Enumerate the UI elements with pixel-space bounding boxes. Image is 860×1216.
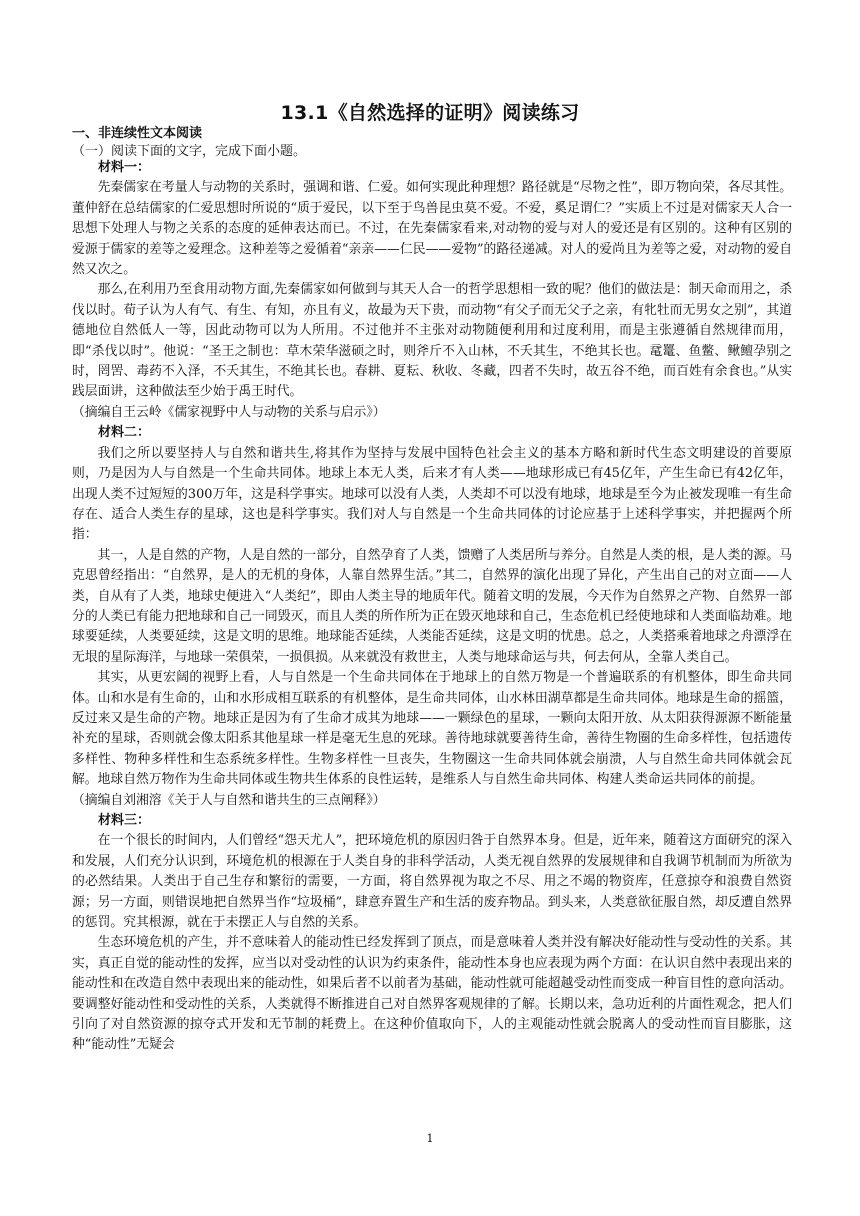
material-3-paragraph: 生态环境危机的产生，并不意味着人的能动性已经发挥到了顶点，而是意味着人类并没有解决好能动性与受动性的关系。其实，真正自觉的能动性的发挥，应当以对受动性的认识为约束条件，能动性本身也应表现为两个方面：在认识自然中表现出来的能动性和在改造自然中表现出来的能动性，如果后者不以前者为基础，能动性就可能超越受动性而变成一种盲目性的意向活动。要调整好能动性和受动性的关系，人类就得不断推进自己对自然界客观规律的了解。长期以来，急功近利的片面性观念，把人们引向了对自然资源的掠夺式开发和无节制的耗费上。在这种价值取向下，人的主观能动性就会脱离人的受动性而盲目膨胀，这种“能动性”无疑会 (72, 935, 792, 1053)
material-1-label: 材料一： (98, 160, 151, 175)
material-2-paragraph: 其一，人是自然的产物，人是自然的一部分，自然孕育了人类，馈赠了人类居所与养分。自然是人类的根，是人类的源。马克思曾经指出：“自然界，是人的无机的身体，人靠自然界生活。”其二，自然界的演化出现了异化，产生出自己的对立面——人类，自从有了人类，地球史便进入“人类纪”，即由人类主导的地质年代。随着文明的发展，今天作为自然界之产物、自然界一部分的人类已有能力把地球和自己一同毁灭，而且人类的所作所为正在毁灭地球和自己，生态危机已经使地球和人类面临劫难。地球要延续，人类要延续，这是文明的思维。地球能否延续，人类能否延续，这是文明的忧患。总之，人类搭乘着地球之舟漂浮在无垠的星际海洋，与地球一荣俱荣，一损俱损。从来就没有救世主，人类与地球命运与共，何去何从，全靠人类自己。 (72, 547, 792, 665)
section-heading: 一、非连续性文本阅读 (72, 126, 203, 141)
material-2-source: （摘编自刘湘溶《关于人与自然和谐共生的三点阐释》） (72, 792, 386, 808)
material-2-paragraph: 我们之所以要坚持人与自然和谐共生,将其作为坚持与发展中国特色社会主义的基本方略和新时代生态文明建设的首要原则，乃是因为人与自然是一个生命共同体。地球上本无人类，后来才有人类——地球形成已有45亿年，产生生命已有42亿年，出现人类不过短短的300万年，这是科学事实。地球可以没有人类，人类却不可以没有地球，地球是至今为止被发现唯一有生命存在、适合人类生存的星球，这也是科学事实。我们对人与自然是一个生命共同体的讨论应基于上述科学事实，并把握两个所指： (72, 445, 792, 543)
material-2-paragraph: 其实，从更宏阔的视野上看，人与自然是一个生命共同体在于地球上的自然万物是一个普遍联系的有机整体，即生命共同体。山和水是有生命的，山和水形成相互联系的有机整体，是生命共同体，山水林田湖草都是生命共同体。地球是生命的摇篮，反过来又是生命的产物。地球正是因为有了生命才成其为地球——一颗绿色的星球，一颗向太阳开放、从太阳获得源源不断能量补充的星球，否则就会像太阳系其他星球一样是毫无生息的死球。善待地球就要善待生命，善待生物圈的生命多样性，包括遗传多样性、物种多样性和生态系统多样性。生物多样性一旦丧失，生物圈这一生命共同体就会崩溃，人与自然生命共同体就会瓦解。地球自然万物作为生命共同体或生物共生体系的良性运转，是维系人与自然生命共同体、构建人类命运共同体的前提。 (72, 670, 792, 788)
material-1-paragraph: 先秦儒家在考量人与动物的关系时，强调和谐、仁爱。如何实现此种理想？路径就是“尽物之性”，即万物向荣，各尽其性。董仲舒在总结儒家的仁爱思想时所说的“质于爱民，以下至于鸟兽昆虫莫不爱。不爱，奚足谓仁？”实质上不过是对儒家天人合一思想下处理人与物之关系的态度的延伸表达而已。不过，在先秦儒家看来,对动物的爱与对人的爱还是有区别的。这种有区别的爱源于儒家的差等之爱理念。这种差等之爱循着“亲亲——仁民——爱物”的路径递减。对人的爱尚且为差等之爱，对动物的爱自然又次之。 (72, 180, 792, 278)
material-3-label: 材料三： (98, 813, 151, 828)
reading-instruction: （一）阅读下面的文字，完成下面小题。 (72, 144, 307, 159)
reading-content (72, 158, 792, 1056)
document-title: 13.1《自然选择的证明》阅读练习 (280, 102, 580, 124)
material-1-paragraph: 那么,在利用乃至食用动物方面,先秦儒家如何做到与其天人合一的哲学思想相一致的呢？他们的做法是：制天命而用之，杀伐以时。荀子认为人有气、有生、有知，亦且有义，故最为天下贵，而动物“有父子而无父子之亲，有牝牡而无男女之别”，其道德地位自然低人一等，因此动物可以为人所用。不过他并不主张对动物随便利用和过度利用，而是主张遵循自然规律而用，即“杀伐以时”。他说：“圣王之制也：草木荣华滋硕之时，则斧斤不入山林，不夭其生，不绝其长也。鼋鼍、鱼鳖、鳅鳣孕别之时，罔罟、毒药不入泽，不夭其生，不绝其长也。春耕、夏耘、秋收、冬藏，四者不失时，故五谷不绝，而百姓有余食也。”从实践层面讲，这种做法至少始于禹王时代。 (72, 282, 792, 400)
material-2-label: 材料二： (98, 425, 151, 441)
page-number: 1 (426, 1132, 434, 1145)
material-1-source: （摘编自王云岭《儒家视野中人与动物的关系与启示》） (72, 404, 386, 420)
material-3-paragraph: 在一个很长的时间内，人们曾经“怨天尤人”，把环境危机的原因归咎于自然界本身。但是，近年来，随着这方面研究的深入和发展，人们充分认识到，环境危机的根源在于人类自身的非科学活动，人类无视自然界的发展规律和自我调节机制而为所欲为的必然结果。人类出于自己生存和繁衍的需要，一方面，将自然界视为取之不尽、用之不竭的物资库，任意掠夺和浪费自然资源；另一方面，则错误地把自然界当作“垃圾桶”，肆意弃置生产和生活的废弃物品。到头来，人类意欲征服自然，却反遭自然界的惩罚。究其根源，就在于未摆正人与自然的关系。 (72, 833, 792, 931)
